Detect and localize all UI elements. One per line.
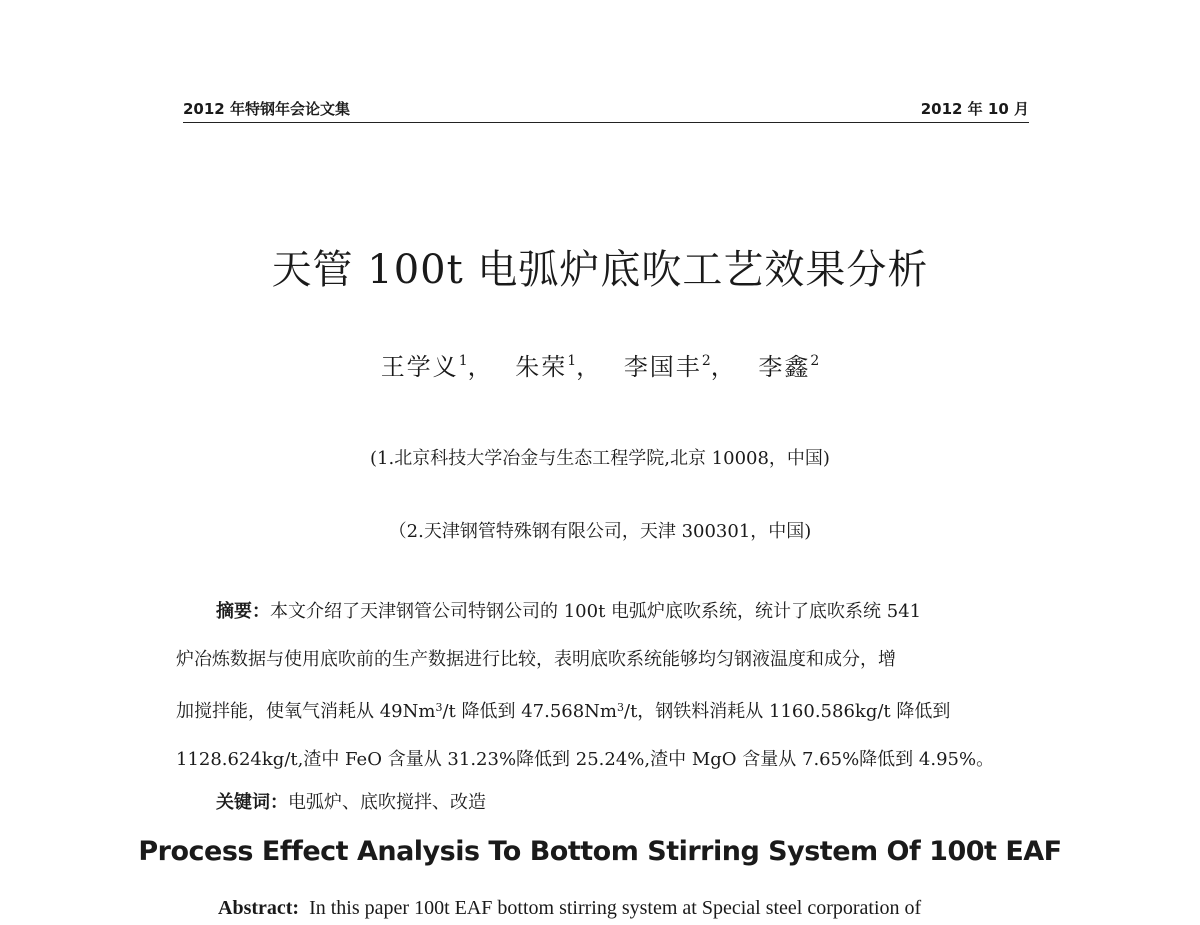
affiliation-1: (1.北京科技大学冶金与生态工程学院,北京 10008，中国)	[370, 448, 830, 469]
header-journal: 2012 年特钢年会论文集	[183, 100, 350, 118]
english-title: Process Effect Analysis To Bottom Stirring System Of 100t EAF	[138, 836, 1062, 867]
abstract-en-label: Abstract:	[218, 897, 300, 919]
abstract-label: 摘要：	[216, 601, 270, 622]
author: 朱荣$^1$，	[515, 353, 603, 381]
keywords-text: 电弧炉、底吹搅拌、改造	[288, 792, 486, 813]
abstract-line: 加搅拌能，使氧气消耗从 49Nm$^3$/t 降低到 47.568Nm$^3$/t，钢铁料消耗从 1160.586kg/t 降低到	[176, 701, 951, 722]
author-list	[0, 347, 1200, 382]
author: 李鑫$^2$	[758, 353, 820, 381]
abstract-english	[218, 897, 1030, 920]
abstract-chinese	[176, 588, 1028, 784]
abstract-line: 摘要：本文介绍了天津钢管公司特钢公司的 100t 电弧炉底吹系统，统计了底吹系统 541	[216, 601, 922, 622]
author: 李国丰$^2$，	[623, 353, 737, 381]
header-date: 2012 年 10 月	[920, 100, 1029, 118]
keywords-label: 关键词：	[216, 792, 288, 813]
abstract-line: 炉冶炼数据与使用底吹前的生产数据进行比较，表明底吹系统能够均匀钢液温度和成分，增	[176, 649, 896, 670]
affiliation-2: （2.天津钢管特殊钢有限公司，天津 300301，中国)	[388, 521, 812, 542]
paper-title: 天管 100t 电弧炉底吹工艺效果分析	[271, 247, 929, 293]
abstract-line: 1128.624kg/t,渣中 FeO 含量从 31.23%降低到 25.24%,渣中 MgO 含量从 7.65%降低到 4.95%。	[176, 749, 995, 770]
running-header	[183, 96, 1029, 123]
author: 王学义$^1$，	[380, 353, 494, 381]
abstract-en-text: In this paper 100t EAF bottom stirring system at Special steel corporation of	[309, 897, 922, 919]
keywords	[216, 788, 486, 814]
